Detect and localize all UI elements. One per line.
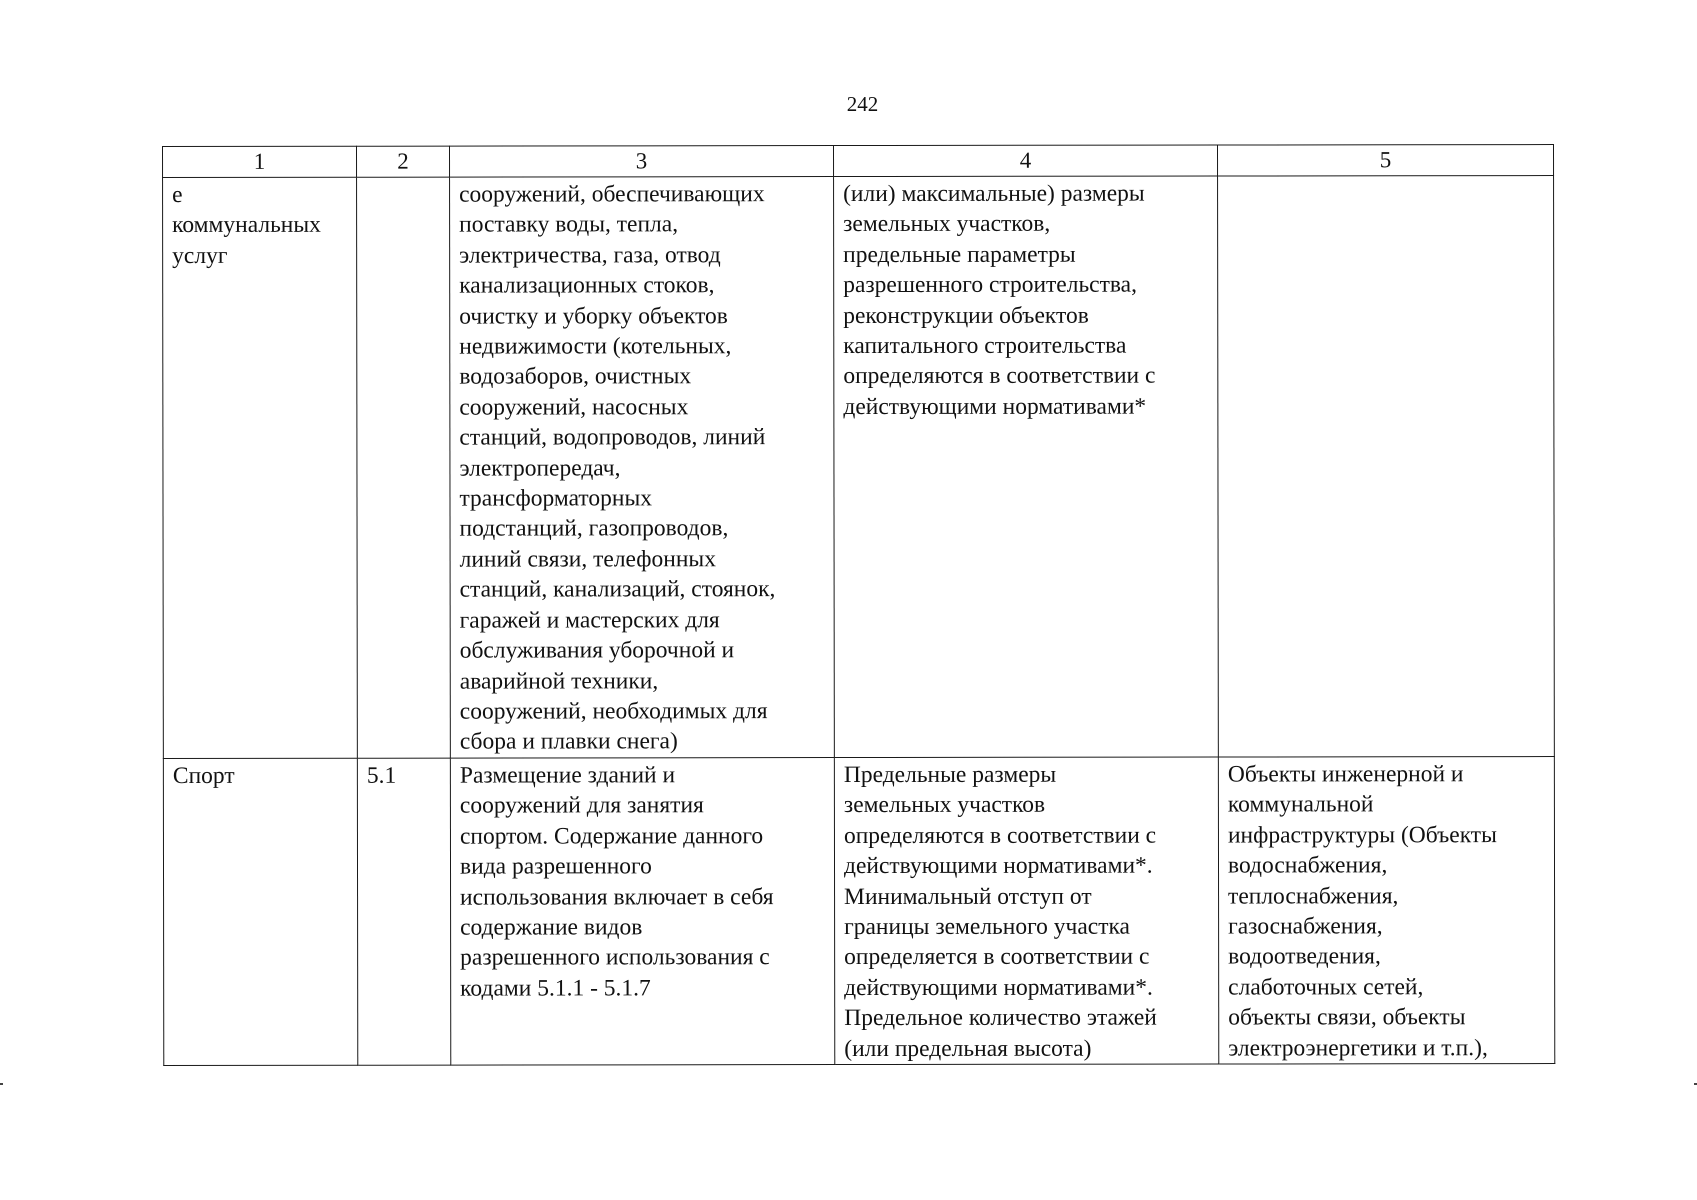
- column-header-3: 3: [450, 146, 834, 178]
- auxiliary-objects-cell: Объекты инженерной и коммунальной инфраструктуры (Объекты водоснабжения, теплоснабжения, газоснабжения, водоотведения, слаботочных сетей, объекты связи, объекты электроэнергетики и т.п.),: [1218, 757, 1554, 1065]
- use-code-cell: 5.1: [357, 758, 450, 1065]
- use-description-cell: сооружений, обеспечивающих поставку воды, тепла, электричества, газа, отвод канализационных стоков, очистку и уборку объектов недвижимости (котельных, водозаборов, очистных сооружений, насосных станций, водопроводов, линий электропередач, трансформаторных подстанций, газопроводов, линий связи, телефонных станций, канализаций, стоянок, гаражей и мастерских для обслуживания уборочной и аварийной техники, сооружений, необходимых для сбора и плавки снега): [450, 177, 835, 759]
- page-number: 242: [846, 92, 879, 116]
- column-header-5: 5: [1217, 145, 1553, 176]
- column-header-1: 1: [163, 146, 357, 177]
- auxiliary-objects-cell: [1218, 176, 1555, 757]
- table-header-row: [163, 145, 1554, 178]
- regulations-table: [162, 144, 1555, 1066]
- scan-edge-mark-left: [0, 1083, 3, 1085]
- column-header-2: 2: [357, 146, 450, 177]
- use-code-cell: [357, 177, 451, 758]
- use-description-cell: Размещение зданий и сооружений для занятия спортом. Содержание данного вида разрешенного использования включает в себя содержание видов разрешенного использования с кодами 5.1.1 - 5.1.7: [450, 758, 834, 1066]
- use-name-cell: е коммунальных услуг: [163, 177, 358, 758]
- parameters-cell: (или) максимальные) размеры земельных участков, предельные параметры разрешенного строительства, реконструкции объектов капитального строительства определяются в соответствии с действующими нормативами*: [834, 176, 1219, 758]
- use-name-cell: Спорт: [163, 758, 357, 1065]
- parameters-cell: Предельные размеры земельных участков определяются в соответствии с действующими нормативами*. Минимальный отступ от границы земельного участка определяется в соответствии с действующими нормативами*. Предельное количество этажей (или предельная высота): [834, 757, 1218, 1065]
- column-header-4: 4: [834, 145, 1218, 177]
- table-row: [163, 757, 1554, 1066]
- table-row: [163, 176, 1555, 759]
